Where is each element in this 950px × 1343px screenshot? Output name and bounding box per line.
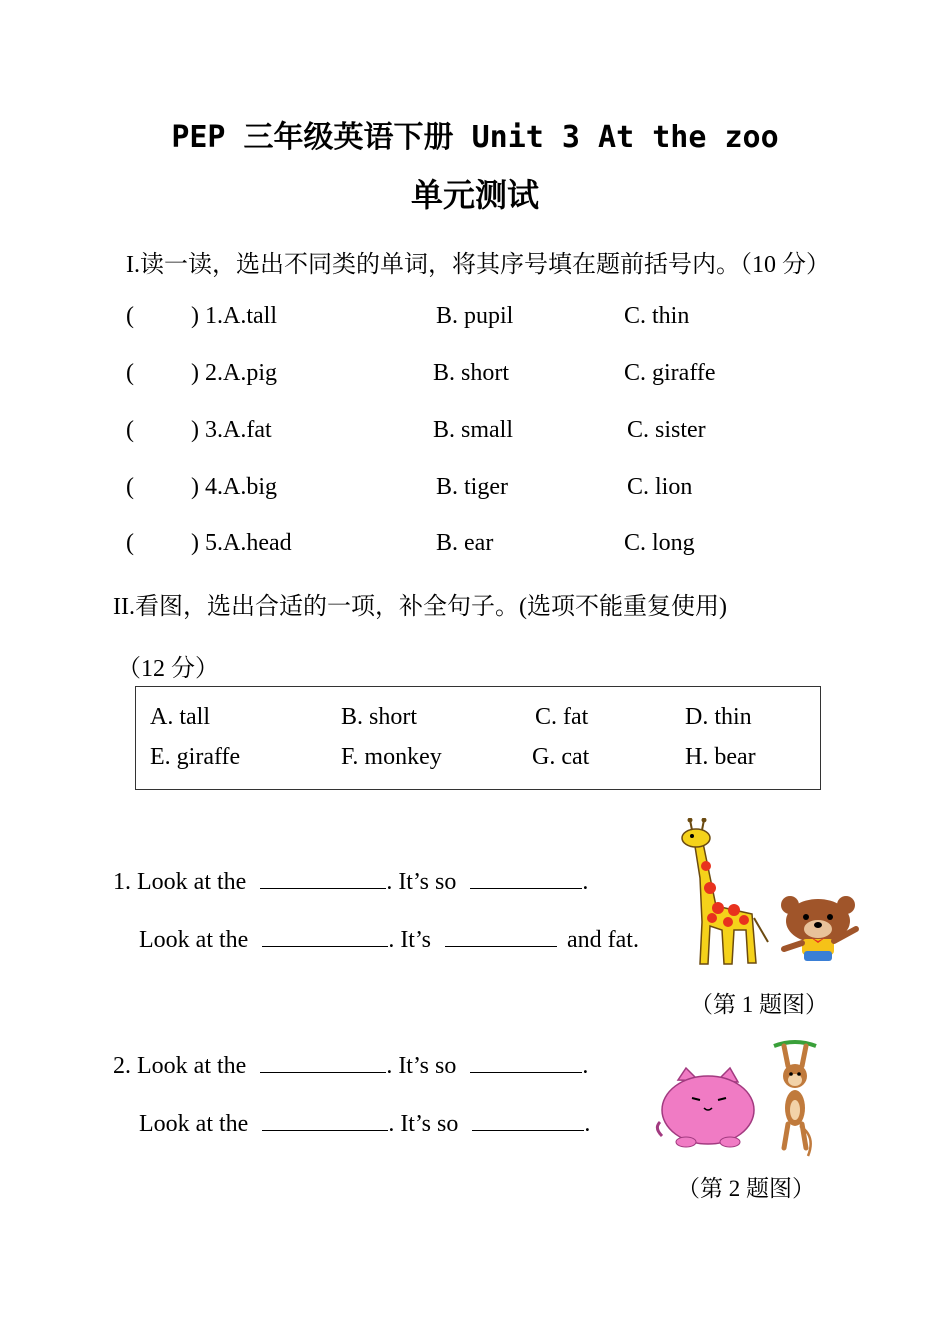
answer-blank[interactable]	[470, 1052, 582, 1073]
option-g: G. cat	[532, 744, 590, 770]
option-b: B. short	[341, 704, 418, 730]
list-item-c: C. sister	[627, 417, 706, 443]
answer-blank[interactable]	[260, 1052, 386, 1073]
option-d: D. thin	[685, 704, 752, 730]
answer-blank[interactable]	[262, 926, 388, 947]
answer-blank[interactable]	[260, 868, 386, 889]
option-c: C. fat	[535, 704, 589, 730]
paren-open: (	[126, 360, 134, 386]
list-item-a: ) 3.A.fat	[191, 417, 272, 443]
bear-image	[776, 893, 862, 965]
list-item-b: B. short	[433, 360, 510, 386]
option-e: E. giraffe	[150, 744, 241, 770]
list-item-b: B. tiger	[436, 474, 508, 500]
paren-open: (	[126, 417, 134, 443]
page-title: PEP 三年级英语下册 Unit 3 At the zoo	[171, 120, 779, 155]
option-f: F. monkey	[341, 744, 442, 770]
options-box	[135, 686, 821, 790]
list-item-b: B. small	[433, 417, 514, 443]
list-item-b: B. pupil	[436, 303, 514, 329]
paren-open: (	[126, 303, 134, 329]
q1-line1: 1. Look at the . It’s so .	[113, 869, 589, 895]
list-item-b: B. ear	[436, 530, 494, 556]
section2-points: （12 分）	[117, 656, 219, 682]
answer-blank[interactable]	[262, 1110, 388, 1131]
answer-blank[interactable]	[470, 868, 582, 889]
q1-line2: Look at the . It’s and fat.	[139, 927, 639, 953]
page-subtitle: 单元测试	[410, 176, 539, 214]
giraffe-image	[672, 818, 776, 970]
list-item-c: C. long	[624, 530, 695, 556]
list-item-c: C. giraffe	[624, 360, 716, 386]
list-item	[126, 303, 134, 330]
paren-open: (	[126, 530, 134, 556]
cat-image	[652, 1066, 758, 1148]
list-item-a: ) 4.A.big	[191, 474, 277, 500]
answer-blank[interactable]	[472, 1110, 584, 1131]
section1-heading: I.读一读，选出不同类的单词，将其序号填在题前括号内。（10 分）	[126, 252, 830, 278]
q1-caption: （第 1 题图）	[690, 992, 828, 1017]
option-h: H. bear	[685, 744, 756, 770]
q2-line1: 2. Look at the . It’s so .	[113, 1053, 589, 1079]
q2-line2: Look at the . It’s so .	[139, 1111, 591, 1137]
answer-blank[interactable]	[445, 926, 557, 947]
option-a: A. tall	[150, 704, 210, 730]
list-item-a: ) 5.A.head	[191, 530, 292, 556]
list-item-c: C. lion	[627, 474, 693, 500]
list-item-a: ) 1.A.tall	[191, 303, 277, 329]
monkey-image	[770, 1036, 820, 1160]
paren-open: (	[126, 474, 134, 500]
section2-heading: II.看图，选出合适的一项，补全句子。(选项不能重复使用)	[113, 594, 727, 620]
q2-caption: （第 2 题图）	[677, 1176, 815, 1201]
list-item-c: C. thin	[624, 303, 690, 329]
list-item-a: ) 2.A.pig	[191, 360, 277, 386]
